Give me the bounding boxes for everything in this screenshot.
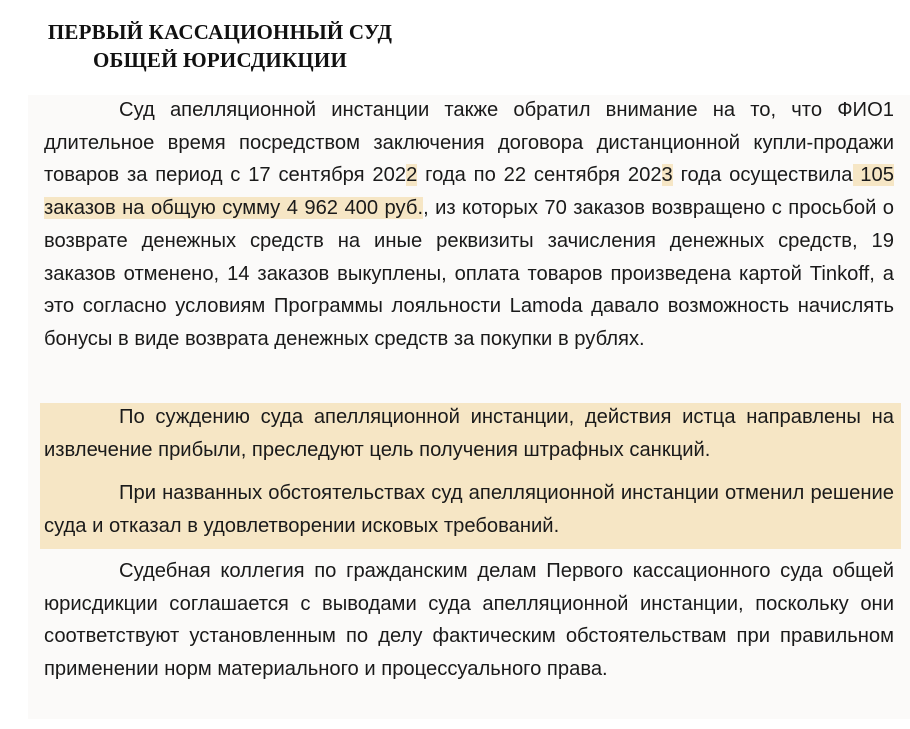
paragraph1-text-c: года осуществила — [672, 164, 853, 187]
paragraph-cassation-conclusion: Судебная коллегия по гражданским делам Первого кассационного суда общей юрисдикции соглашается с выводами суда апелляционной инстанции, поскольку они соответствуют установленным по делу фактическим обстоятельствам при правильном применении норм материального и процессуального права. — [44, 560, 894, 681]
court-title — [0, 18, 440, 74]
highlight-year-digit-2: 3 — [661, 164, 673, 187]
highlight-year-digit-1: 2 — [406, 164, 418, 187]
highlight-orders-sum: 105 заказов на общую сумму 4 962 400 руб. — [44, 164, 894, 220]
paragraph-appeal-observation — [44, 94, 894, 356]
paragraph1-text-a: Суд апелляционной инстанции также обратил внимание на то, что ФИО1 длительное время посредством заключения договора дистанционной купли-продажи товаров за период с 17 сентября 202 — [44, 99, 894, 187]
paragraph1-text-d: , из которых 70 заказов возвращено с просьбой о возврате денежных средств на иные реквизиты зачисления денежных средств, 19 заказов отменено, 14 заказов выкуплены, оплата товаров произведена картой Tinkoff, а это согласно условиям Программы лояльности Lamoda давало возможность начислять бонусы в виде возврата денежных средств за покупки в рублях. — [44, 197, 894, 350]
court-title-line1: ПЕРВЫЙ КАССАЦИОННЫЙ СУД — [47, 20, 393, 44]
paragraph-decision-reversed: При названных обстоятельствах суд апелляционной инстанции отменил решение суда и отказал в удовлетворении исковых требований. — [44, 482, 894, 537]
paragraph1-text-b: года по 22 сентября 202 — [417, 164, 662, 187]
court-title-line2: ОБЩЕЙ ЮРИСДИКЦИИ — [92, 48, 347, 72]
paragraph-profit-judgement: По суждению суда апелляционной инстанции, действия истца направлены на извлечение прибыли, преследуют цель получения штрафных санкций. — [44, 406, 894, 461]
